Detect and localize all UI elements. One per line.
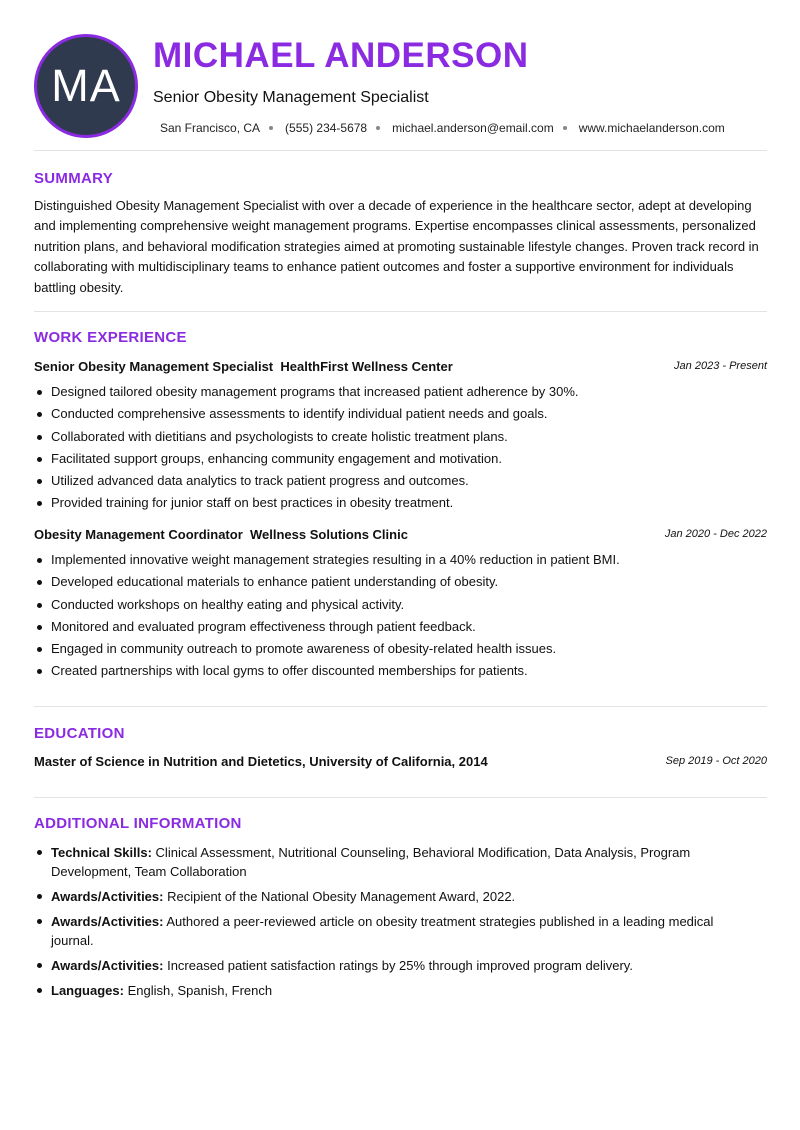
- item-label: Awards/Activities:: [51, 914, 164, 929]
- item-text: Clinical Assessment, Nutritional Counseling, Behavioral Modification, Data Analysis, Program Development, Team Collaboration: [51, 845, 691, 879]
- list-item: Utilized advanced data analytics to track patient progress and outcomes.: [34, 473, 767, 489]
- list-item: Implemented innovative weight management strategies resulting in a 40% reduction in patient BMI.: [34, 552, 767, 568]
- contact-email[interactable]: michael.anderson@email.com: [392, 121, 579, 135]
- divider: [34, 150, 767, 151]
- job-company: HealthFirst Wellness Center: [280, 359, 453, 374]
- list-item: [34, 912, 724, 950]
- item-label: Awards/Activities:: [51, 889, 164, 904]
- divider: [34, 797, 767, 798]
- summary-text: Distinguished Obesity Management Specialist with over a decade of experience in the healthcare sector, adept at developing and implementing comprehensive weight management programs. Expertise encompasses clinical assessments, personalized nutrition plans, and behavioral modification strategies aimed at promoting sustainable lifestyle changes. Proven track record in collaborating with multidisciplinary teams to enhance patient outcomes and foster a supportive environment for individuals battling obesity.: [34, 198, 759, 295]
- contact-location: San Francisco, CA: [160, 121, 285, 135]
- list-item: [34, 887, 724, 906]
- item-text: Authored a peer-reviewed article on obesity treatment strategies published in a leading medical journal.: [51, 914, 714, 948]
- separator-dot: [563, 126, 567, 130]
- item-label: Awards/Activities:: [51, 958, 164, 973]
- job-dates: Jan 2023 - Present: [674, 360, 767, 372]
- job-company: Wellness Solutions Clinic: [249, 527, 408, 542]
- item-text: Increased patient satisfaction ratings by 25% through improved program delivery.: [167, 958, 633, 973]
- list-item: Designed tailored obesity management programs that increased patient adherence by 30%.: [34, 384, 767, 400]
- education-dates: Sep 2019 - Oct 2020: [665, 755, 767, 767]
- item-label: Languages:: [51, 983, 124, 998]
- divider: [34, 706, 767, 707]
- separator-dot: [376, 126, 380, 130]
- list-item: Provided training for junior staff on best practices in obesity treatment.: [34, 495, 767, 511]
- list-item: Created partnerships with local gyms to offer discounted memberships for patients.: [34, 663, 767, 679]
- list-item: [34, 981, 724, 1000]
- list-item: Monitored and evaluated program effectiveness through patient feedback.: [34, 619, 767, 635]
- item-text: Recipient of the National Obesity Management Award, 2022.: [167, 889, 516, 904]
- contact-website[interactable]: www.michaelanderson.com: [578, 121, 725, 135]
- education-entry: [34, 754, 767, 769]
- candidate-title: Senior Obesity Management Specialist: [153, 89, 429, 106]
- additional-heading: ADDITIONAL INFORMATION: [34, 815, 242, 832]
- education-heading: EDUCATION: [34, 725, 125, 742]
- divider: [34, 311, 767, 312]
- list-item: Facilitated support groups, enhancing community engagement and motivation.: [34, 451, 767, 467]
- education-degree: Master of Science in Nutrition and Dietetics, University of California, 2014: [34, 754, 488, 769]
- job-bullets: [34, 384, 767, 518]
- contact-bar: [160, 121, 725, 135]
- list-item: Conducted workshops on healthy eating and physical activity.: [34, 597, 767, 613]
- job-bullets: [34, 552, 767, 686]
- list-item: Collaborated with dietitians and psychologists to create holistic treatment plans.: [34, 429, 767, 445]
- list-item: Conducted comprehensive assessments to identify individual patient needs and goals.: [34, 406, 767, 422]
- list-item: [34, 956, 724, 975]
- job-role: Obesity Management Coordinator: [34, 527, 243, 542]
- additional-list: [34, 843, 724, 1006]
- list-item: Engaged in community outreach to promote awareness of obesity-related health issues.: [34, 641, 767, 657]
- job-header: [34, 359, 767, 374]
- avatar: [34, 34, 138, 138]
- separator-dot: [269, 126, 273, 130]
- experience-heading: WORK EXPERIENCE: [34, 329, 187, 346]
- item-text: English, Spanish, French: [127, 983, 273, 998]
- job-dates: Jan 2020 - Dec 2022: [664, 528, 767, 540]
- list-item: [34, 843, 724, 881]
- list-item: Developed educational materials to enhance patient understanding of obesity.: [34, 574, 767, 590]
- summary-heading: SUMMARY: [34, 170, 114, 187]
- job-header: [34, 527, 767, 542]
- avatar-initials: MA: [51, 60, 121, 111]
- contact-phone[interactable]: (555) 234-5678: [285, 121, 392, 135]
- candidate-name: MICHAEL ANDERSON: [153, 36, 529, 75]
- job-role: Senior Obesity Management Specialist: [34, 359, 274, 374]
- item-label: Technical Skills:: [51, 845, 152, 860]
